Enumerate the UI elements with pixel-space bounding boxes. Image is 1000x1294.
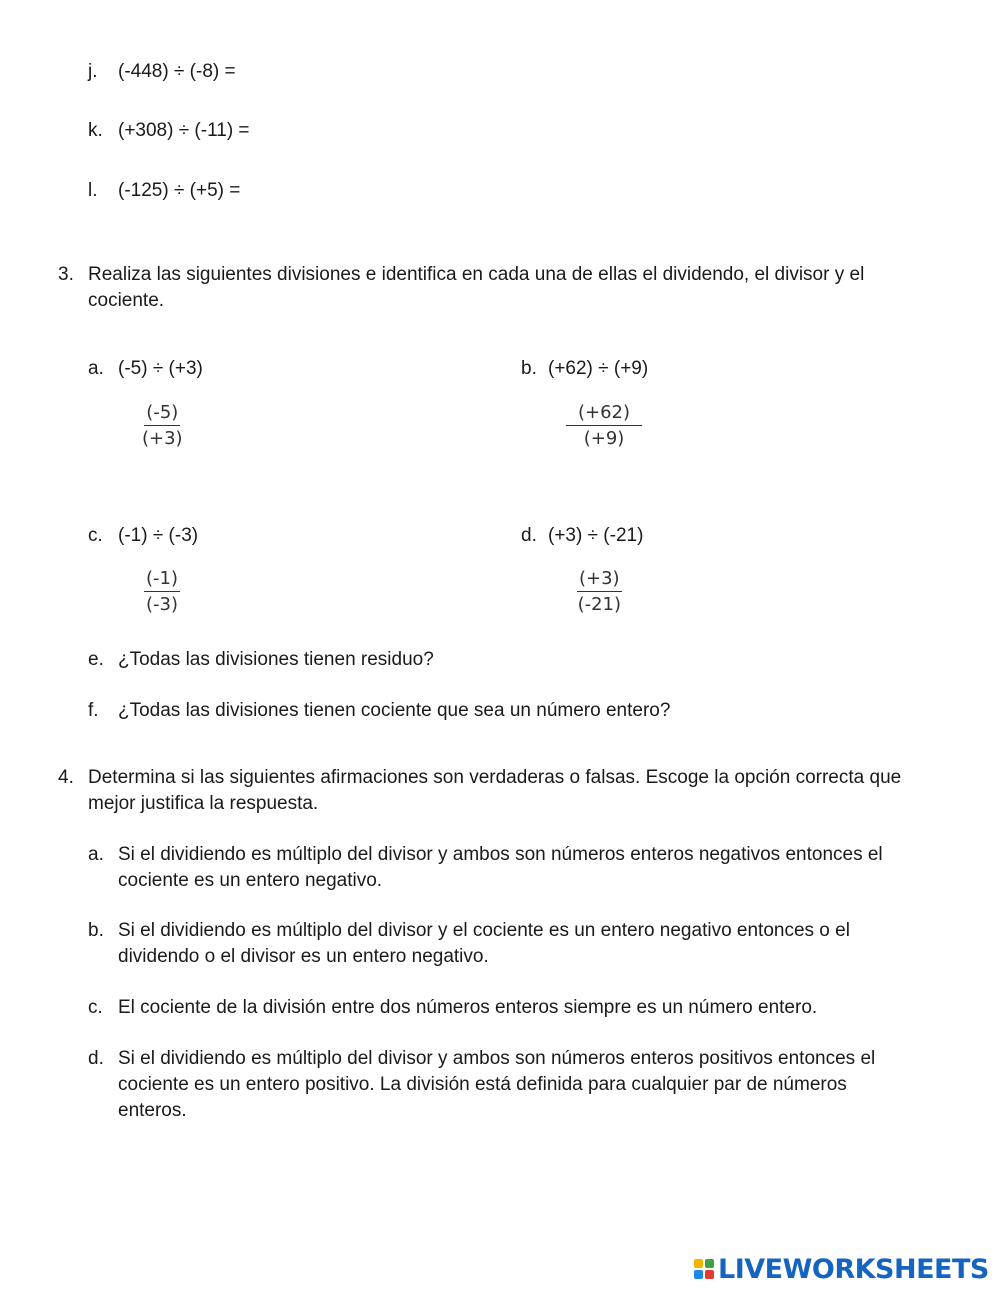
- item-label: b.: [88, 920, 104, 941]
- division-expression: (-1) ÷ (-3): [118, 525, 199, 546]
- fraction-a: [142, 402, 183, 449]
- denominator: (-21): [577, 594, 622, 615]
- item-label: j.: [88, 61, 98, 82]
- question-f-text: ¿Todas las divisiones tienen cociente que sea un número entero?: [118, 700, 671, 721]
- item-label: d.: [88, 1048, 104, 1069]
- numerator: (-5): [144, 402, 180, 426]
- division-expression: (-125) ÷ (+5) =: [118, 180, 241, 201]
- item-label: l.: [88, 180, 98, 201]
- numerator: (-1): [144, 568, 180, 592]
- denominator: (+3): [142, 428, 183, 449]
- item-label: a.: [88, 358, 104, 379]
- statement-c: El cociente de la división entre dos números enteros siempre es un número entero.: [118, 997, 818, 1018]
- denominator: (-3): [146, 594, 178, 615]
- statement-d: Si el dividiendo es múltiplo del divisor y ambos son números enteros positivos entonces el cociente es un entero positivo. La división está definida para cualquier par de números enteros.: [118, 1048, 876, 1121]
- statement-b: Si el dividiendo es múltiplo del divisor y el cociente es un entero negativo entonces o el dividendo o el divisor es un entero negativo.: [118, 920, 850, 967]
- question-text: Realiza las siguientes divisiones e identifica en cada una de ellas el dividendo, el divisor y el cociente.: [88, 264, 865, 311]
- liveworksheets-logo: [694, 1254, 989, 1284]
- fraction-d: [577, 568, 622, 615]
- division-expression: (-5) ÷ (+3): [118, 358, 203, 379]
- question-number: 3.: [58, 264, 74, 285]
- logo-text: LIVEWORKSHEETS: [718, 1253, 989, 1285]
- question-number: 4.: [58, 767, 74, 788]
- division-expression: (+62) ÷ (+9): [548, 358, 649, 379]
- item-label: c.: [88, 525, 103, 546]
- item-label: b.: [521, 358, 537, 379]
- item-label: c.: [88, 997, 103, 1018]
- item-label: e.: [88, 649, 104, 670]
- fraction-b: [566, 402, 642, 449]
- numerator: (+62): [566, 402, 642, 426]
- item-label: a.: [88, 844, 104, 865]
- item-label: k.: [88, 120, 103, 141]
- question-text: Determina si las siguientes afirmaciones son verdaderas o falsas. Escoge la opción correcta que mejor justifica la respuesta.: [88, 767, 902, 814]
- fraction-c: [144, 568, 180, 615]
- division-expression: (+3) ÷ (-21): [548, 525, 644, 546]
- liveworksheets-logo-icon: [694, 1259, 714, 1279]
- division-expression: (-448) ÷ (-8) =: [118, 61, 236, 82]
- item-label: d.: [521, 525, 537, 546]
- question-e-text: ¿Todas las divisiones tienen residuo?: [118, 649, 434, 670]
- numerator: (+3): [577, 568, 622, 592]
- statement-a: Si el dividiendo es múltiplo del divisor y ambos son números enteros negativos entonces el cociente es un entero negativo.: [118, 844, 883, 891]
- division-expression: (+308) ÷ (-11) =: [118, 120, 250, 141]
- denominator: (+9): [583, 428, 625, 449]
- item-label: f.: [88, 700, 99, 721]
